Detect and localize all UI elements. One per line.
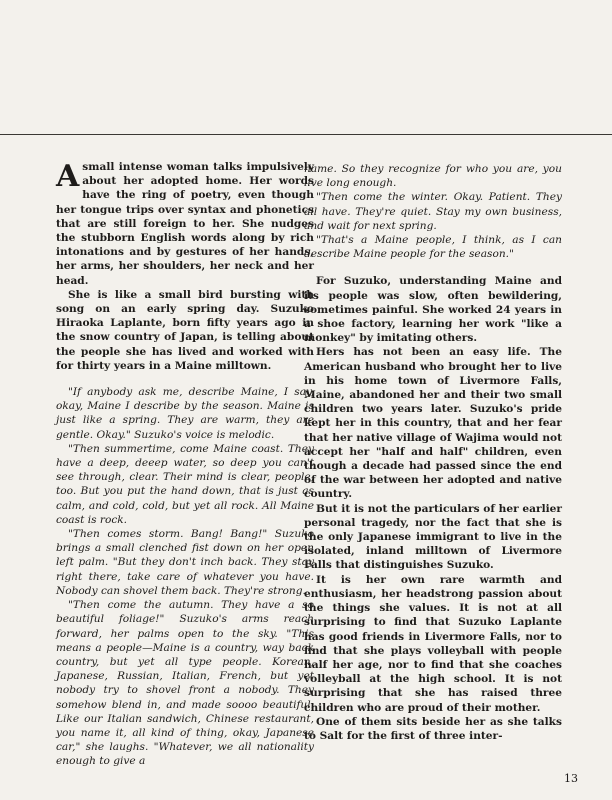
left-column (56, 160, 314, 769)
lead-text: small intense woman talks impulsively about her adopted home. Her words have the ring of poetry, even though her tongue trips over syntax and phonetics that are still foreign to her. She nudges the stubborn English words along by rich intonations and by gestures of her hands, her arms, her shoulders, her neck and her head. (56, 161, 314, 287)
paragraph: One of them sits beside her as she talks to Salt for the first of three inter- (304, 715, 562, 742)
section-rule (0, 134, 612, 135)
paragraph: It is her own rare warmth and enthusiasm, her headstrong passion about the things she values. It is not at all surprising to find that Suzuko Laplante has good friends in Livermore Falls, nor to find that she plays volleyball with people half her age, nor to find that she coaches volleyball at the high school. It is not surprising that she has raised three children who are proud of their mother. (304, 573, 562, 714)
quote-paragraph: "Then summertime, come Maine coast. They have a deep, deeep water, so deep you can't see through, clear. Their mind is clear, people, too. But you put the hand down, that is just as calm, and cold, cold, but yet all rock. All Maine coast is rock. (56, 442, 314, 526)
right-column (304, 162, 562, 743)
page-number: 13 (564, 772, 578, 785)
quote-paragraph: name. So they recognize for who you are, you live long enough. (304, 163, 562, 190)
lead-paragraph (56, 160, 314, 288)
quote-paragraph: "Then come the autumn. They have a so beautiful foliage!" Suzuko's arms reach forward, her palms open to the sky. "This means a people—Maine is a country, way back country, but yet all type people. Korean, Japanese, Russian, Italian, French, but yet nobody try to shovel front a nobody. They somehow blend in, and made soooo beautiful. Like our Italian sandwich, Chinese restaurant, you name it, all kind of thing, okay, Japanese car," she laughs. "Whatever, we all nationality enough to give a (56, 599, 314, 768)
paragraph: But it is not the particulars of her earlier personal tragedy, nor the fact that she is the only Japanese immigrant to live in the isolated, inland milltown of Livermore Falls that distinguishes Suzuko. (304, 502, 562, 572)
paragraph: Hers has not been an easy life. The American husband who brought her to live in his home town of Livermore Falls, Maine, abandoned her and their two small children two years later. Suzuko's pride kept her in this country, that and her fear that her native village of Wajima would not accept her "half and half" children, even though a decade had passed since the end of the war between her adopted and native country. (304, 346, 562, 501)
quote-paragraph: "If anybody ask me, describe Maine, I say, okay, Maine I describe by the season. Maine is just like a spring. They are warm, they are gentle. Okay." Suzuko's voice is melodic. (56, 386, 314, 441)
quote-paragraph: "Then come the winter. Okay. Patient. They all have. They're quiet. Stay my own business, and wait for next spring. (304, 191, 562, 232)
paragraph: For Suzuko, understanding Maine and its people was slow, often bewildering, sometimes painful. She worked 24 years in a shoe factory, learning her work "like a monkey" by imitating others. (304, 275, 562, 345)
quote-paragraph: "Then comes storm. Bang! Bang!" Suzuko brings a small clenched fist down on her open left palm. "But they don't inch back. They stay right there, take care of whatever you have. Nobody can shovel them back. They're strong. (56, 528, 314, 597)
drop-cap: A (56, 159, 80, 194)
quote-paragraph: "That's a Maine people, I think, as I can describe Maine people for the season." (304, 234, 562, 261)
paragraph: She is like a small bird bursting with song on an early spring day. Suzuko Hiraoka Laplante, born fifty years ago in the snow country of Japan, is telling about the people she has lived and worked with for thirty years in a Maine milltown. (56, 288, 314, 372)
